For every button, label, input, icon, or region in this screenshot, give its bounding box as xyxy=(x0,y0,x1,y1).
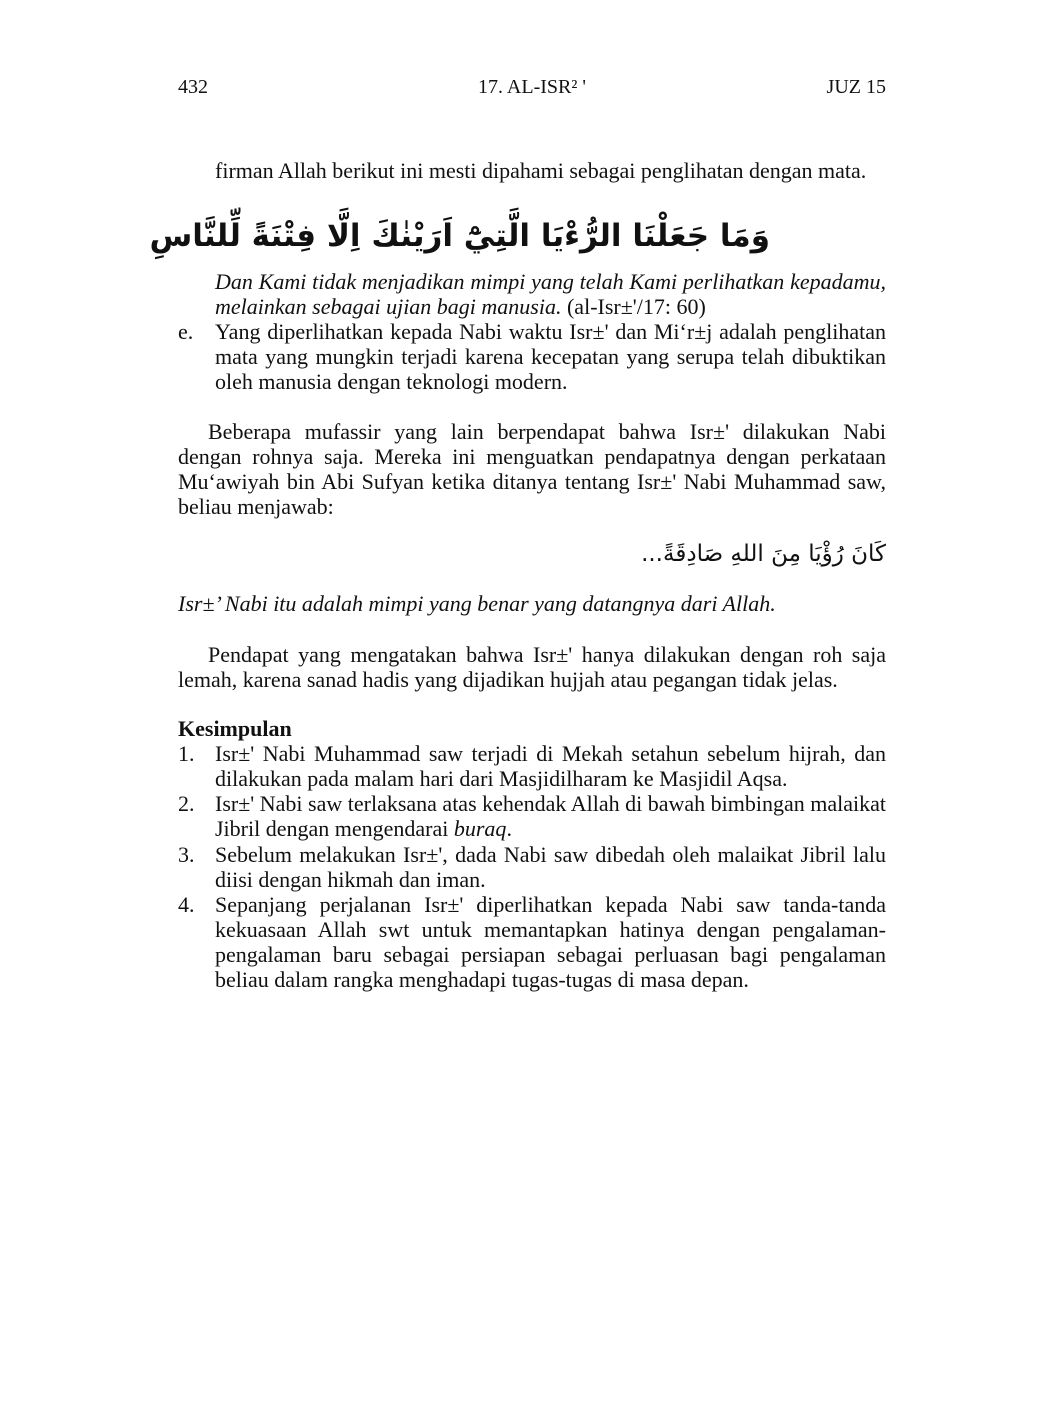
list-item-number: 3. xyxy=(178,842,195,867)
list-item-text-italic: buraq xyxy=(453,816,507,841)
conclusion-item-4 xyxy=(178,892,886,992)
verse-translation xyxy=(215,269,886,319)
conclusion-heading: Kesimpulan xyxy=(178,716,292,741)
paragraph-opinion: Pendapat yang mengatakan bahwa Isr±' hanya dilakukan dengan roh saja lemah, karena sanad hadis yang dijadikan hujjah atau pegangan tidak jelas. xyxy=(178,642,886,692)
list-item-text: Yang diperlihatkan kepada Nabi waktu Isr±' dan Mi‘r±j adalah penglihatan mata yang mungkin terjadi karena kecepatan yang serupa telah dibuktikan oleh manusia dengan teknologi modern. xyxy=(215,319,886,394)
list-item-e xyxy=(178,319,886,394)
page-number: 432 xyxy=(178,76,208,98)
list-item-text: Isr±' Nabi Muhammad saw terjadi di Mekah setahun sebelum hijrah, dan dilakukan pada malam hari dari Masjidilharam ke Masjidil Aqsa. xyxy=(215,741,886,791)
list-item-text-end: . xyxy=(506,816,512,841)
intro-text: firman Allah berikut ini mesti dipahami sebagai penglihatan dengan mata. xyxy=(215,158,867,183)
hadith-quote-arabic: كَانَ رُؤْيَا مِنَ اللهِ صَادِقَةً... xyxy=(641,541,886,567)
conclusion-item-2 xyxy=(178,791,886,841)
juz-label: JUZ 15 xyxy=(826,76,886,98)
list-item-number: 1. xyxy=(178,741,195,766)
verse-reference: (al-Isr±'/17: 60) xyxy=(561,294,706,319)
page-header xyxy=(178,76,886,102)
list-item-text-main: Isr±' Nabi saw terlaksana atas kehendak Allah di bawah bimbingan malaikat Jibril dengan mengendarai xyxy=(215,791,886,841)
conclusion-item-3 xyxy=(178,842,886,892)
conclusion-item-1 xyxy=(178,741,886,791)
list-item-number: 4. xyxy=(178,892,195,917)
list-item-text: Sebelum melakukan Isr±', dada Nabi saw dibedah oleh malaikat Jibril lalu diisi dengan hikmah dan iman. xyxy=(215,842,886,892)
list-item-number: 2. xyxy=(178,791,195,816)
hadith-quote-translation: Isr±’ Nabi itu adalah mimpi yang benar yang datangnya dari Allah. xyxy=(178,591,776,616)
list-item-text: Sepanjang perjalanan Isr±' diperlihatkan kepada Nabi saw tanda-tanda kekuasaan Allah swt untuk memantapkan hatinya dengan pengalaman-pengalaman baru sebagai persiapan sebagai perluasan bagi pengalaman beliau dalam rangka menghadapi tugas-tugas di masa depan. xyxy=(215,892,886,992)
verse-translation-text: Dan Kami tidak menjadikan mimpi yang telah Kami perlihatkan kepadamu, melainkan sebagai ujian bagi manusia. xyxy=(215,269,886,319)
list-item-text xyxy=(215,791,886,841)
paragraph-mufassir: Beberapa mufassir yang lain berpendapat bahwa Isr±' dilakukan Nabi dengan rohnya saja. Mereka ini menguatkan pendapatnya dengan perkataan Mu‘awiyah bin Abi Sufyan ketika ditanya tentang Isr±' Nabi Muhammad saw, beliau menjawab: xyxy=(178,419,886,519)
quran-verse-arabic: وَمَا جَعَلْنَا الرُّءْيَا الَّتِيْٓ اَرَيْنٰكَ اِلَّا فِتْنَةً لِّلنَّاسِ xyxy=(149,218,770,254)
list-item-label: e. xyxy=(178,319,194,344)
chapter-title: 17. AL-ISR² ' xyxy=(478,76,586,98)
